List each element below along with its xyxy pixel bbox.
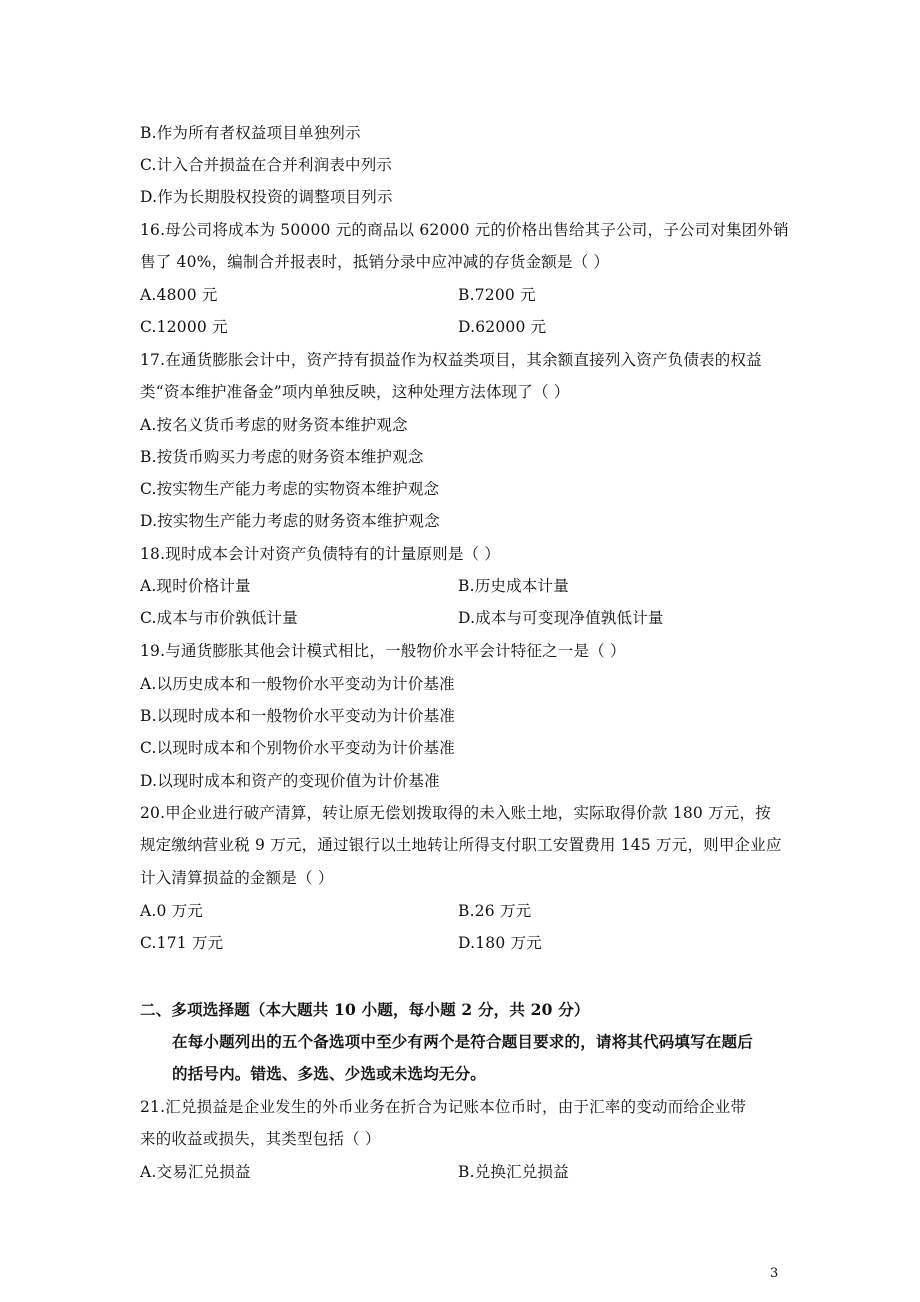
q21-option-b: B.兑换汇兑损益: [458, 1163, 569, 1181]
q20-option-a: A.0 万元: [140, 902, 204, 920]
q16-option-d: D.62000 元: [458, 318, 547, 336]
q20-text-line-1: 20.甲企业进行破产清算，转让原无偿划拨取得的未入账土地，实际取得价款 180 万元，按: [140, 804, 771, 822]
q19-text: 19.与通货膨胀其他会计模式相比，一般物价水平会计特征之一是（ ）: [140, 642, 626, 660]
q19-option-b: B.以现时成本和一般物价水平变动为计价基准: [140, 707, 456, 725]
page-number: 3: [770, 1266, 779, 1281]
section-instructions-line-1: 在每小题列出的五个备选项中至少有两个是符合题目要求的，请将其代码填写在题后: [172, 1032, 753, 1051]
q17-option-b: B.按货币购买力考虑的财务资本维护观念: [140, 448, 424, 466]
q16-option-a: A.4800 元: [140, 286, 218, 304]
q20-option-b: B.26 万元: [458, 902, 532, 920]
q15-option-d: D.作为长期股权投资的调整项目列示: [140, 188, 393, 206]
q15-option-b: B.作为所有者权益项目单独列示: [140, 124, 361, 142]
q15-option-c: C.计入合并损益在合并利润表中列示: [140, 156, 393, 174]
q18-option-b: B.历史成本计量: [458, 577, 569, 595]
q18-option-a: A.现时价格计量: [140, 577, 251, 595]
q18-option-c: C.成本与市价孰低计量: [140, 609, 298, 627]
q18-text: 18.现时成本会计对资产负债特有的计量原则是（ ）: [140, 545, 501, 563]
q17-text-line-1: 17.在通货膨胀会计中，资产持有损益作为权益类项目，其余额直接列入资产负债表的权益: [140, 351, 762, 369]
q17-option-a: A.按名义货币考虑的财务资本维护观念: [140, 416, 408, 434]
q16-text-line-2: 售了 40%，编制合并报表时，抵销分录中应冲减的存货金额是（ ）: [140, 253, 610, 271]
q17-text-line-2: 类“资本维护准备金”项内单独反映，这种处理方法体现了（ ）: [140, 383, 570, 401]
q19-option-c: C.以现时成本和个别物价水平变动为计价基准: [140, 739, 455, 757]
q21-text-line-1: 21.汇兑损益是企业发生的外币业务在折合为记账本位币时，由于汇率的变动而给企业带: [140, 1098, 747, 1116]
section-instructions-line-2: 的括号内。错选、多选、少选或未选均无分。: [172, 1064, 487, 1083]
q21-text-line-2: 来的收益或损失，其类型包括（ ）: [140, 1130, 381, 1148]
q16-text-line-1: 16.母公司将成本为 50000 元的商品以 62000 元的价格出售给其子公司，子公司对集团外销: [140, 221, 789, 239]
q16-option-b: B.7200 元: [458, 286, 536, 304]
q19-option-a: A.以历史成本和一般物价水平变动为计价基准: [140, 675, 455, 693]
q18-option-d: D.成本与可变现净值孰低计量: [458, 609, 664, 627]
q19-option-d: D.以现时成本和资产的变现价值为计价基准: [140, 772, 440, 790]
q20-option-c: C.171 万元: [140, 934, 224, 952]
q20-text-line-2: 规定缴纳营业税 9 万元，通过银行以土地转让所得支付职工安置费用 145 万元，则甲企业应: [140, 836, 782, 854]
q17-option-c: C.按实物生产能力考虑的实物资本维护观念: [140, 480, 440, 498]
q16-option-c: C.12000 元: [140, 318, 228, 336]
q20-option-d: D.180 万元: [458, 934, 542, 952]
q21-option-a: A.交易汇兑损益: [140, 1163, 251, 1181]
section-heading: 二、多项选择题（本大题共 10 小题，每小题 2 分，共 20 分）: [140, 1000, 590, 1019]
q20-text-line-3: 计入清算损益的金额是（ ）: [140, 869, 334, 887]
q17-option-d: D.按实物生产能力考虑的财务资本维护观念: [140, 512, 440, 530]
